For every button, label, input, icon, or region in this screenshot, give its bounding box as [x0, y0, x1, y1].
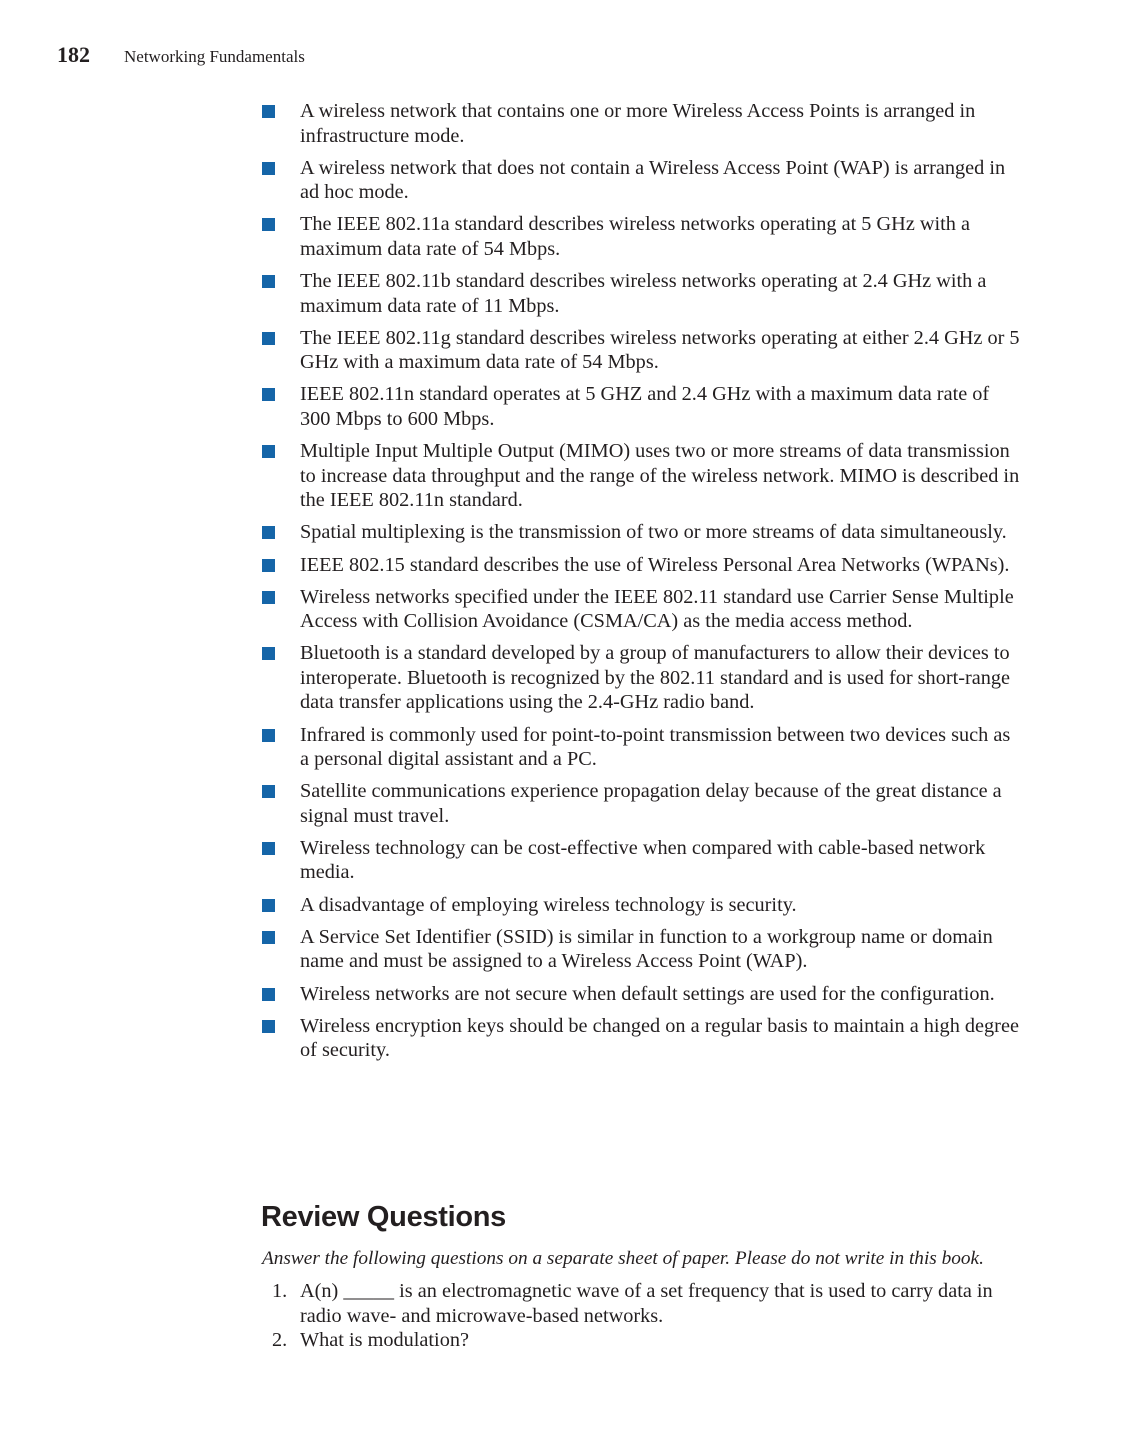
bullet-item [262, 641, 1022, 715]
bullet-item [262, 439, 1022, 513]
square-bullet-icon [262, 988, 275, 1001]
square-bullet-icon [262, 591, 275, 604]
bullet-item [262, 779, 1022, 828]
square-bullet-icon [262, 445, 275, 458]
bullet-text: The IEEE 802.11g standard describes wireless networks operating at either 2.4 GHz or 5 GHz with a maximum data rate of 54 Mbps. [300, 326, 1020, 374]
square-bullet-icon [262, 785, 275, 798]
section-heading: Review Questions [261, 1201, 506, 1233]
bullet-item [262, 326, 1022, 375]
question-number: 1. [272, 1280, 288, 1302]
bullet-text: Wireless networks are not secure when default settings are used for the configuration. [300, 982, 995, 1005]
bullet-item [262, 156, 1022, 205]
bullet-text: A wireless network that does not contain a Wireless Access Point (WAP) is arranged in ad hoc mode. [300, 156, 1006, 204]
bullet-item [262, 925, 1022, 974]
square-bullet-icon [262, 162, 275, 175]
bullet-item [262, 982, 1022, 1007]
bullet-item [262, 382, 1022, 431]
bullet-text: Wireless networks specified under the IEEE 802.11 standard use Carrier Sense Multiple Access with Collision Avoidance (CSMA/CA) as the media access method. [300, 585, 1014, 633]
bullet-text: The IEEE 802.11a standard describes wireless networks operating at 5 GHz with a maximum data rate of 54 Mbps. [300, 213, 971, 260]
question-text: A(n) _____ is an electromagnetic wave of a set frequency that is used to carry data in radio wave- and microwave-based networks. [300, 1280, 993, 1327]
bullet-item [262, 269, 1022, 318]
bullet-text: IEEE 802.11n standard operates at 5 GHZ and 2.4 GHz with a maximum data rate of 300 Mbps to 600 Mbps. [300, 383, 990, 430]
page-number: 182 [57, 42, 90, 67]
bullet-item [262, 1014, 1022, 1063]
bullet-text: A Service Set Identifier (SSID) is similar in function to a workgroup name or domain name and must be assigned to a Wireless Access Point (WAP). [300, 925, 993, 973]
bullet-item [262, 836, 1022, 885]
square-bullet-icon [262, 931, 275, 944]
bullet-item [262, 723, 1022, 772]
square-bullet-icon [262, 559, 275, 572]
bullet-text: Wireless technology can be cost-effective when compared with cable-based network media. [300, 836, 986, 884]
instructions: Answer the following questions on a separate sheet of paper. Please do not write in this book. [262, 1248, 984, 1269]
review-question-list [262, 1279, 1022, 1353]
bullet-text: A disadvantage of employing wireless technology is security. [300, 893, 797, 916]
square-bullet-icon [262, 526, 275, 539]
review-question [262, 1328, 1022, 1353]
summary-bullet-list [262, 99, 1022, 1070]
square-bullet-icon [262, 332, 275, 345]
square-bullet-icon [262, 388, 275, 401]
square-bullet-icon [262, 105, 275, 118]
bullet-text: Spatial multiplexing is the transmission of two or more streams of data simultaneously. [300, 521, 1007, 544]
bullet-item [262, 893, 1022, 918]
square-bullet-icon [262, 218, 275, 231]
square-bullet-icon [262, 842, 275, 855]
square-bullet-icon [262, 899, 275, 912]
square-bullet-icon [262, 729, 275, 742]
question-text: What is modulation? [300, 1329, 469, 1351]
question-number: 2. [272, 1329, 288, 1351]
bullet-item [262, 520, 1022, 545]
review-question [262, 1279, 1022, 1328]
bullet-text: Satellite communications experience propagation delay because of the great distance a signal must travel. [300, 780, 1002, 827]
bullet-text: Wireless encryption keys should be changed on a regular basis to maintain a high degree of security. [300, 1014, 1019, 1062]
running-header [57, 42, 305, 68]
bullet-text: A wireless network that contains one or more Wireless Access Points is arranged in infrastructure mode. [300, 100, 976, 147]
square-bullet-icon [262, 1020, 275, 1033]
bullet-text: Bluetooth is a standard developed by a group of manufacturers to allow their devices to interoperate. Bluetooth is recognized by the 802.11 standard and is used for short-range data transfer applications using the 2.4-GHz radio band. [300, 642, 1011, 714]
bullet-item [262, 553, 1022, 578]
bullet-item [262, 212, 1022, 261]
bullet-text: Multiple Input Multiple Output (MIMO) uses two or more streams of data transmission to increase data throughput and the range of the wireless network. MIMO is described in the IEEE 802.11n standard. [300, 440, 1020, 512]
bullet-item [262, 99, 1022, 148]
bullet-text: The IEEE 802.11b standard describes wireless networks operating at 2.4 GHz with a maximum data rate of 11 Mbps. [300, 270, 987, 317]
bullet-text: Infrared is commonly used for point-to-point transmission between two devices such as a personal digital assistant and a PC. [300, 723, 1011, 771]
running-title: Networking Fundamentals [124, 47, 305, 66]
square-bullet-icon [262, 275, 275, 288]
bullet-item [262, 585, 1022, 634]
square-bullet-icon [262, 647, 275, 660]
bullet-text: IEEE 802.15 standard describes the use of Wireless Personal Area Networks (WPANs). [300, 553, 1010, 576]
